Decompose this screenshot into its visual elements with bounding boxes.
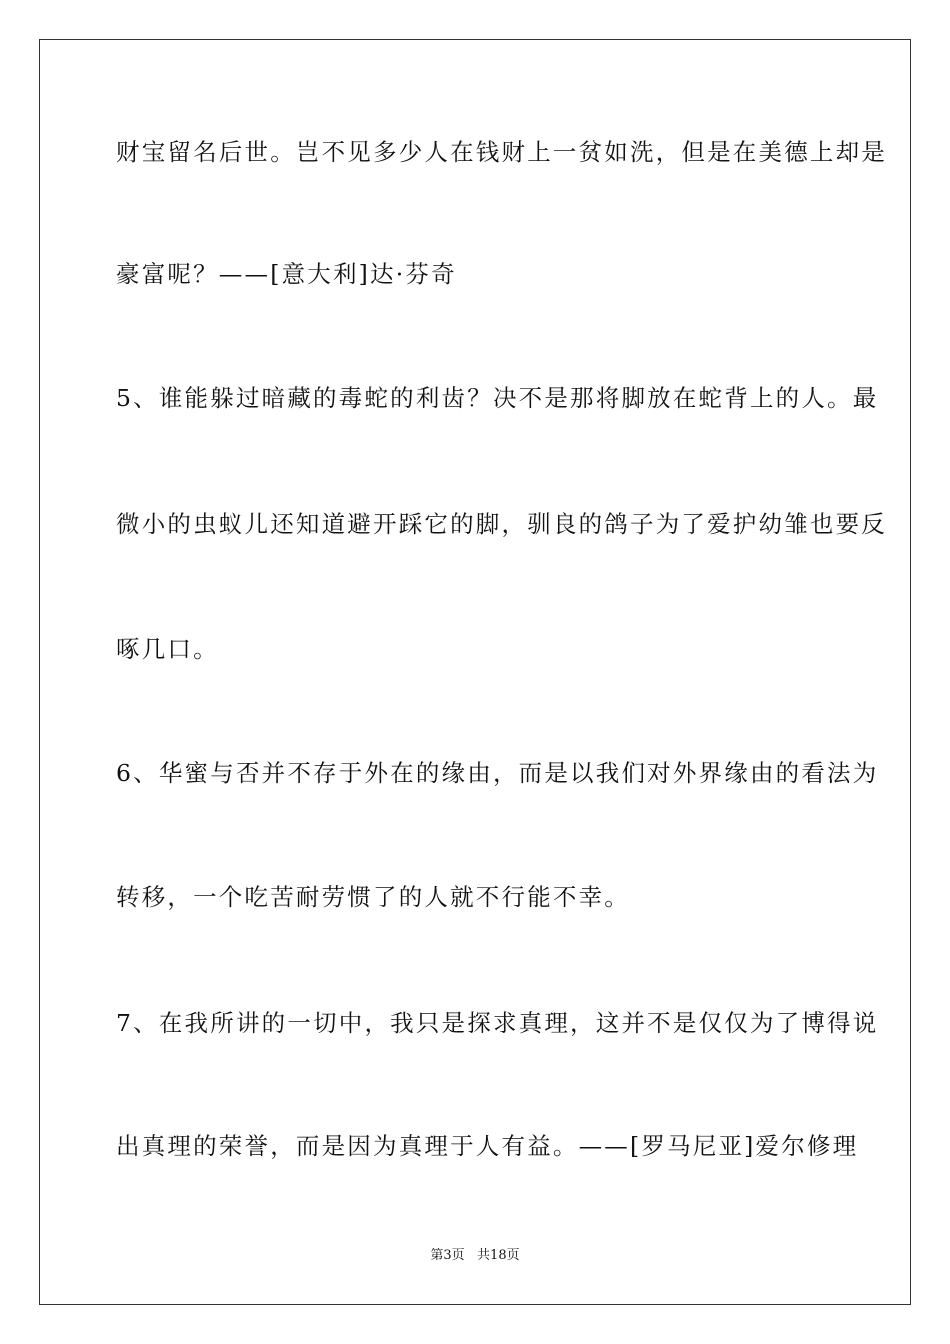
text-line-5: 啄几口。: [116, 635, 219, 663]
text-line-9: 出真理的荣誉，而是因为真理于人有益。——[罗马尼亚]爱尔修理: [116, 1132, 859, 1160]
page-border: [39, 39, 911, 1305]
text-line-4: 微小的虫蚁儿还知道避开踩它的脚，驯良的鸽子为了爱护幼雏也要反: [116, 510, 887, 538]
text-line-7: 转移，一个吃苦耐劳惯了的人就不行能不幸。: [116, 883, 630, 911]
text-line-6: 6、华蜜与否并不存于外在的缘由，而是以我们对外界缘由的看法为: [116, 759, 879, 787]
text-line-3: 5、谁能躲过暗藏的毒蛇的利齿？决不是那将脚放在蛇背上的人。最: [116, 384, 879, 412]
text-line-8: 7、在我所讲的一切中，我只是探求真理，这并不是仅仅为了博得说: [116, 1009, 879, 1037]
text-line-2: 豪富呢？——[意大利]达·芬奇: [116, 260, 457, 288]
text-line-1: 财宝留名后世。岂不见多少人在钱财上一贫如洗，但是在美德上却是: [116, 138, 887, 166]
page-number-footer: 第3页 共18页: [430, 1248, 520, 1263]
